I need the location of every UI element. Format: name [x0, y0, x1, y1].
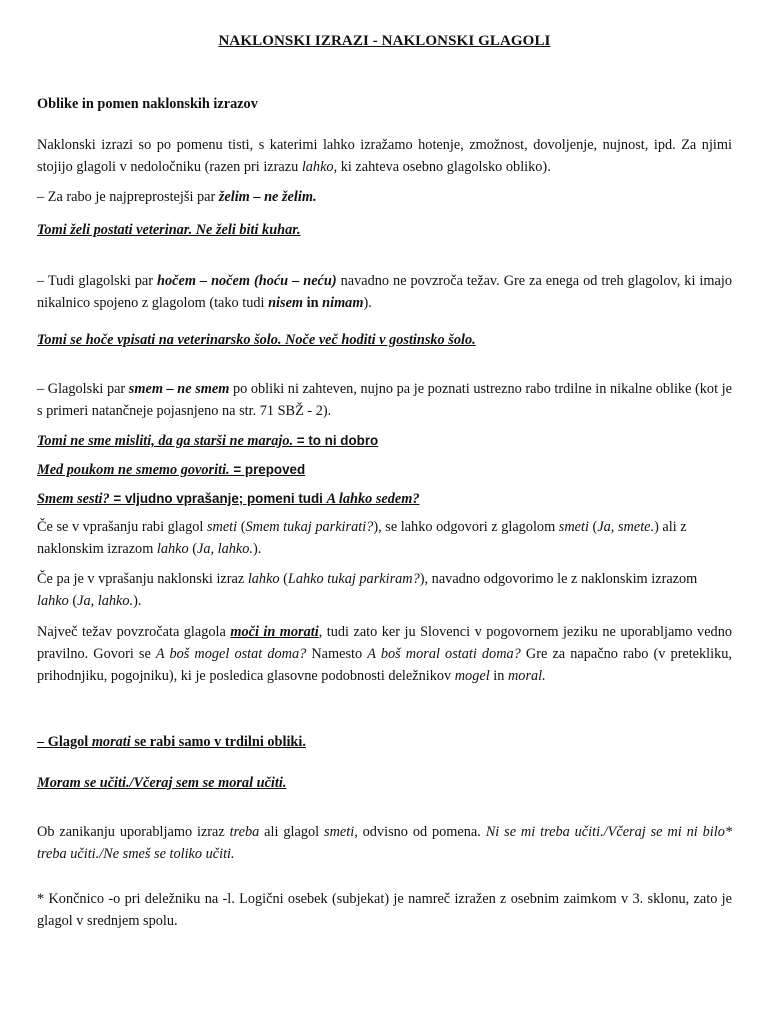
hocem-paragraph: – Tudi glagolski par hočem – nočem (hoću – neću) navadno ne povzroča težav. Gre za enega od treh glagolov, ki imajo nikalnico spojeno z glagolom (tako tudi nisem in nimam).	[37, 273, 732, 311]
moci-morati-paragraph: Največ težav povzročata glagola moči in morati, tudi zato ker ju Slovenci v pogovornem jeziku ne uporabljamo vedno pravilno. Govori se A boš mogel ostat doma? Namesto A boš moral ostati doma? Gre za napačno rabo (v pretekliku, prihodnjiku, pogojniku), ki je posledica glasovne podobnosti deležnikov mogel in moral.	[37, 624, 732, 684]
morati-heading: – Glagol morati se rabi samo v trdilni obliki.	[37, 734, 306, 750]
question-lahko-paragraph: Če pa je v vprašanju naklonski izraz lahko (Lahko tukaj parkiram?), navadno odgovorimo le z naklonskim izrazom lahko (Ja, lahko.).	[37, 571, 698, 609]
morati-example: Moram se učiti./Včeraj sem se moral učiti.	[37, 775, 287, 791]
smem-paragraph: – Glagolski par smem – ne smem po obliki ni zahteven, nujno pa je poznati ustrezno rabo trdilne in nikalne oblike (kot je s primeri natančneje pojasnjeno na str. 71 SBŽ - 2).	[37, 381, 732, 419]
smem-example-2: Med poukom ne smemo govoriti. = prepoved	[37, 462, 306, 478]
smem-example-1: Tomi ne sme misliti, da ga starši ne marajo. = to ni dobro	[37, 433, 379, 449]
intro-paragraph: Naklonski izrazi so po pomenu tisti, s katerimi lahko izražamo hotenje, zmožnost, dovoljenje, nujnost, ipd. Za njimi stojijo glagoli v nedoločniku (razen pri izrazu lahko, ki zahteva osebno glagolsko obliko).	[37, 137, 732, 175]
zelim-example: Tomi želi postati veterinar. Ne želi biti kuhar.	[37, 222, 301, 238]
document-title: NAKLONSKI IZRAZI - NAKLONSKI GLAGOLI	[218, 33, 551, 49]
smem-example-3: Smem sesti? = vljudno vprašanje; pomeni tudi A lahko sedem?	[37, 491, 420, 507]
footnote: * Končnico -o pri deležniku na -l. Logični osebek (subjekat) je namreč izražen z osebnim zaimkom v 3. sklonu, zato je glagol v srednjem spolu.	[37, 891, 732, 929]
zanikanje-paragraph: Ob zanikanju uporabljamo izraz treba ali glagol smeti, odvisno od pomena. Ni se mi treba učiti./Včeraj se mi ni bilo* treba učiti./Ne smeš se toliko učiti.	[37, 824, 732, 862]
section-heading: Oblike in pomen naklonskih izrazov	[37, 96, 258, 112]
question-smeti-paragraph: Če se v vprašanju rabi glagol smeti (Smem tukaj parkirati?), se lahko odgovori z glagolom smeti (Ja, smete.) ali z naklonskim izrazom lahko (Ja, lahko.).	[37, 519, 687, 557]
zelim-paragraph: – Za rabo je najpreprostejši par želim – ne želim.	[37, 189, 317, 205]
hocem-example: Tomi se hoče vpisati na veterinarsko šolo. Noče več hoditi v gostinsko šolo.	[37, 332, 476, 348]
